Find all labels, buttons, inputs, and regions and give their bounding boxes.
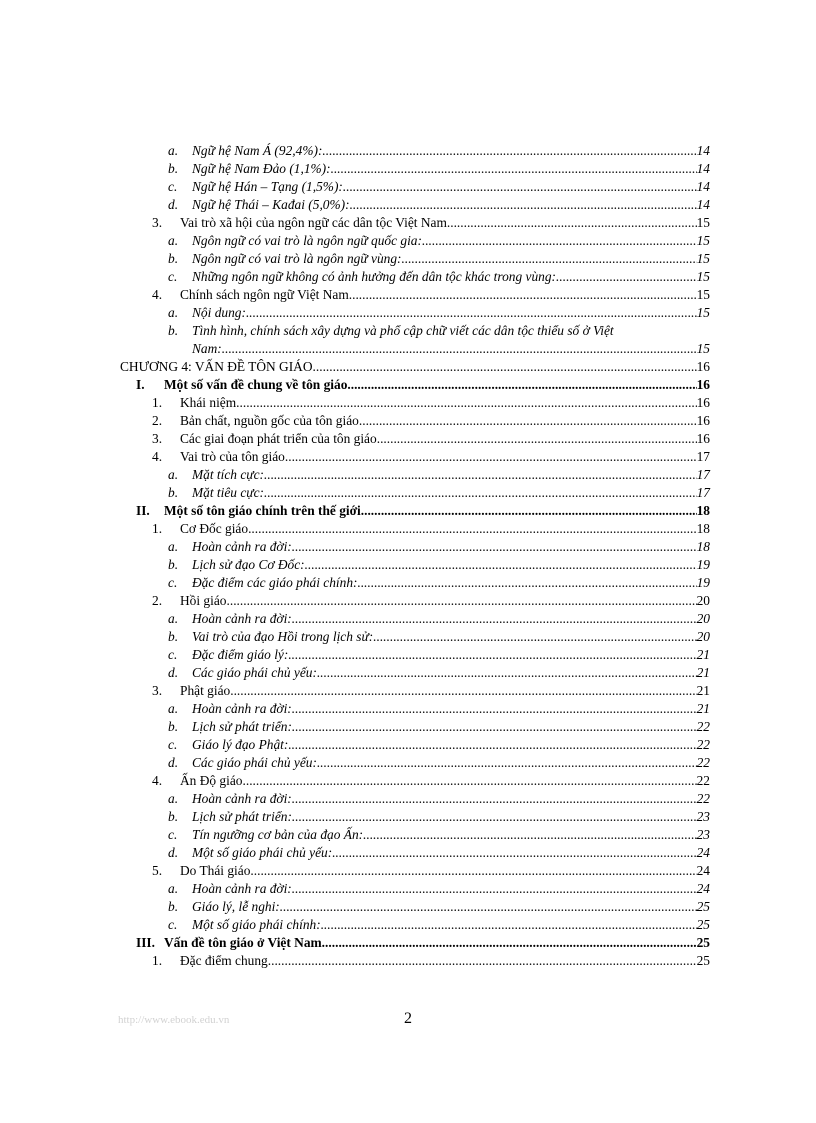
- toc-entry-number: 2.: [152, 413, 163, 428]
- toc-leader-dots: [240, 394, 697, 412]
- toc-entry[interactable]: [120, 736, 710, 754]
- toc-entry-number: 5.: [152, 863, 163, 878]
- toc-entry-number: a.: [168, 881, 179, 896]
- toc-entry-title: Hoàn cảnh ra đời:: [192, 701, 292, 716]
- toc-entry[interactable]: [120, 232, 710, 250]
- toc-entry-page: 15: [696, 215, 710, 230]
- toc-entry-number: b.: [168, 557, 179, 572]
- toc-entry-number: d.: [168, 665, 179, 680]
- toc-leader-dots: [264, 466, 697, 484]
- toc-entry-title: Vấn đề tôn giáo ở Việt Nam.: [164, 935, 326, 950]
- toc-entry[interactable]: [120, 304, 710, 322]
- toc-entry-title: Hoàn cảnh ra đời:: [192, 791, 292, 806]
- toc-entry-title: Giáo lý đạo Phật:: [192, 737, 289, 752]
- toc-entry-title: Giáo lý, lễ nghi:: [192, 899, 280, 914]
- toc-entry[interactable]: [120, 628, 710, 646]
- toc-entry-page: 15: [696, 341, 710, 356]
- toc-leader-dots: [373, 628, 696, 646]
- toc-entry-page: 19: [696, 557, 710, 572]
- toc-entry-title: Hoàn cảnh ra đời:: [192, 881, 292, 896]
- toc-entry-title: Hoàn cảnh ra đời:: [192, 539, 292, 554]
- toc-entry[interactable]: [120, 160, 710, 178]
- toc-entry[interactable]: [120, 610, 710, 628]
- toc-entry-page: 24: [696, 881, 710, 896]
- toc-leader-dots: [288, 736, 696, 754]
- toc-leader-dots: [292, 790, 697, 808]
- toc-entry-number: c.: [168, 269, 178, 284]
- toc-entry-title: Một số vấn đề chung về tôn giáo: [164, 377, 348, 392]
- toc-entry-title: Lịch sử phát triển:: [192, 719, 292, 734]
- toc-entry-title: Ngôn ngữ có vai trò là ngôn ngữ vùng:: [192, 251, 402, 266]
- toc-leader-dots: [230, 592, 697, 610]
- toc-entry-number: a.: [168, 611, 179, 626]
- toc-entry-page: 15: [696, 269, 710, 284]
- toc-entry-page: 22: [696, 773, 710, 788]
- toc-leader-dots: [347, 376, 696, 394]
- toc-entry[interactable]: [120, 268, 710, 286]
- toc-entry-number: 3.: [152, 431, 163, 446]
- toc-entry-number: d.: [168, 755, 179, 770]
- toc-entry-number: c.: [168, 647, 178, 662]
- toc-leader-dots: [305, 556, 697, 574]
- toc-entry-page: 15: [696, 251, 710, 266]
- toc-entry[interactable]: [120, 700, 710, 718]
- toc-entry-page: 23: [696, 827, 710, 842]
- toc-entry[interactable]: [120, 214, 710, 232]
- toc-leader-dots: [251, 520, 696, 538]
- toc-entry-title: Nội dung:: [192, 305, 246, 320]
- toc-entry-title: Tín ngưỡng cơ bản của đạo Ấn:: [192, 827, 364, 842]
- toc-entry[interactable]: [120, 412, 710, 430]
- toc-entry-title: Chính sách ngôn ngữ Việt Nam.: [180, 287, 353, 302]
- toc-entry[interactable]: [120, 592, 710, 610]
- toc-leader-dots: [292, 718, 697, 736]
- toc-entry[interactable]: [120, 646, 710, 664]
- toc-leader-dots: [292, 610, 697, 628]
- toc-entry-number: I.: [136, 377, 145, 392]
- toc-leader-dots: [234, 682, 697, 700]
- toc-entry[interactable]: [120, 196, 710, 214]
- toc-entry-number: b.: [168, 323, 179, 338]
- toc-leader-dots: [402, 250, 697, 268]
- toc-entry-title: Các giáo phái chủ yếu:: [192, 755, 317, 770]
- toc-entry-number: 4.: [152, 449, 163, 464]
- toc-entry-page: 22: [696, 737, 710, 752]
- toc-entry-title: Mặt tích cực:: [192, 467, 264, 482]
- toc-entry-page: 22: [696, 791, 710, 806]
- toc-entry-title: Do Thái giáo.: [180, 863, 254, 878]
- toc-entry-page: 21: [696, 647, 710, 662]
- watermark-url: http://www.ebook.edu.vn: [118, 1014, 230, 1026]
- toc-entry[interactable]: [120, 358, 710, 376]
- toc-entry-number: b.: [168, 719, 179, 734]
- toc-entry-number: a.: [168, 467, 179, 482]
- toc-entry[interactable]: [120, 250, 710, 268]
- toc-leader-dots: [321, 916, 697, 934]
- toc-entry-page: 20: [696, 593, 710, 608]
- toc-entry-page: 16: [696, 431, 710, 446]
- toc-entry-page: 14: [696, 143, 710, 158]
- toc-entry-number: c.: [168, 917, 178, 932]
- toc-entry-title: Cơ Đốc giáo.: [180, 521, 252, 536]
- toc-entry-page: 15: [696, 287, 710, 302]
- toc-entry[interactable]: [120, 286, 710, 304]
- toc-entry-page: 20: [696, 629, 710, 644]
- toc-entry-page: 14: [696, 161, 710, 176]
- toc-entry-page: 18: [696, 539, 710, 554]
- toc-leader-dots: [246, 772, 697, 790]
- toc-entry[interactable]: [120, 790, 710, 808]
- toc-entry-title: Mặt tiêu cực:: [192, 485, 264, 500]
- toc-entry-number: b.: [168, 485, 179, 500]
- toc-entry-page: 17: [696, 467, 710, 482]
- toc-entry-page: 21: [696, 665, 710, 680]
- toc-leader-dots: [422, 232, 697, 250]
- toc-entry-number: 3.: [152, 215, 163, 230]
- toc-entry-page: 16: [696, 413, 710, 428]
- toc-entry[interactable]: [120, 808, 710, 826]
- toc-entry-title: Ngữ hệ Hán – Tạng (1,5%):: [192, 179, 343, 194]
- toc-entry-page: 15: [696, 233, 710, 248]
- toc-entry[interactable]: [120, 520, 710, 538]
- toc-entry-page: 24: [696, 845, 710, 860]
- toc-entry-title: Bản chất, nguồn gốc của tôn giáo.: [180, 413, 363, 428]
- toc-leader-dots: [362, 412, 696, 430]
- toc-entry-number: III.: [136, 935, 155, 950]
- toc-entry-number: 4.: [152, 287, 163, 302]
- toc-leader-dots: [292, 808, 697, 826]
- toc-entry[interactable]: [120, 484, 710, 502]
- toc-leader-dots: [292, 880, 697, 898]
- toc-leader-dots: [350, 196, 697, 214]
- toc-entry-page: 16: [696, 377, 710, 392]
- toc-entry-number: a.: [168, 143, 179, 158]
- chapter-title: CHƯƠNG 4: VẤN ĐỀ TÔN GIÁO: [120, 359, 313, 374]
- toc-leader-dots: [254, 862, 697, 880]
- toc-entry-title: Lịch sử phát triển:: [192, 809, 292, 824]
- toc-entry[interactable]: [120, 556, 710, 574]
- toc-entry-page: 17: [696, 449, 710, 464]
- toc-entry-title: Một số giáo phái chủ yếu:: [192, 845, 333, 860]
- toc-entry-number: 1.: [152, 953, 163, 968]
- toc-leader-dots: [264, 484, 697, 502]
- toc-entry-page: 14: [696, 179, 710, 194]
- toc-leader-dots: [288, 448, 696, 466]
- toc-entry-title: Đặc điểm chung.: [180, 953, 272, 968]
- toc-entry-number: c.: [168, 179, 178, 194]
- toc-entry[interactable]: [120, 898, 710, 916]
- toc-entry-title: Đặc điểm giáo lý:: [192, 647, 289, 662]
- toc-entry-page: 17: [696, 485, 710, 500]
- toc-leader-dots: [317, 754, 697, 772]
- toc-leader-dots: [332, 844, 696, 862]
- toc-leader-dots: [331, 160, 697, 178]
- toc-entry[interactable]: [120, 952, 710, 970]
- toc-entry-title: Một số tôn giáo chính trên thế giới.: [164, 503, 365, 518]
- toc-leader-dots: [292, 538, 697, 556]
- toc-entry-page: 15: [696, 305, 710, 320]
- toc-entry-title: Tình hình, chính sách xây dựng và phổ cập chữ viết các dân tộc thiểu số ở Việt: [192, 323, 614, 338]
- toc-entry-title: Ấn Độ giáo.: [180, 773, 246, 788]
- toc-entry-number: 1.: [152, 395, 163, 410]
- toc-entry-page: 25: [696, 953, 710, 968]
- toc-entry-page: 21: [696, 701, 710, 716]
- toc-entry-page: 18: [696, 521, 710, 536]
- toc-entry-page: 25: [696, 917, 710, 932]
- toc-entry-number: b.: [168, 161, 179, 176]
- toc-entry-number: 3.: [152, 683, 163, 698]
- toc-leader-dots: [271, 952, 697, 970]
- toc-entry[interactable]: [120, 178, 710, 196]
- toc-entry-page: 18: [696, 503, 710, 518]
- toc-entry[interactable]: [120, 682, 710, 700]
- toc-leader-dots: [322, 142, 696, 160]
- toc-entry-title: Ngôn ngữ có vai trò là ngôn ngữ quốc gia:: [192, 233, 422, 248]
- toc-entry-number: d.: [168, 845, 179, 860]
- toc-entry[interactable]: [120, 754, 710, 772]
- toc-entry[interactable]: [120, 376, 710, 394]
- toc-entry-number: c.: [168, 827, 178, 842]
- toc-leader-dots: [246, 304, 697, 322]
- toc-entry-number: 2.: [152, 593, 163, 608]
- toc-entry-number: b.: [168, 629, 179, 644]
- toc-entry-page: 24: [696, 863, 710, 878]
- toc-entry-title: Ngữ hệ Nam Á (92,4%):: [192, 143, 323, 158]
- toc-entry-title: Ngữ hệ Thái – Kađai (5,0%):: [192, 197, 350, 212]
- toc-entry-number: II.: [136, 503, 150, 518]
- toc-entry-number: d.: [168, 197, 179, 212]
- toc-leader-dots: [222, 340, 697, 358]
- toc-entry-title: Đặc điểm các giáo phái chính:: [192, 575, 358, 590]
- toc-entry[interactable]: [120, 430, 710, 448]
- toc-entry-page: 21: [696, 683, 710, 698]
- page-number: 2: [404, 1010, 412, 1027]
- toc-entry-title: Ngữ hệ Nam Đảo (1,1%):: [192, 161, 331, 176]
- toc-entry-number: a.: [168, 305, 179, 320]
- toc-entry-number: b.: [168, 809, 179, 824]
- toc-leader-dots: [292, 700, 697, 718]
- toc-entry-page: 20: [696, 611, 710, 626]
- toc-entry[interactable]: [120, 718, 710, 736]
- toc-entry-title: Các giáo phái chủ yếu:: [192, 665, 317, 680]
- toc-entry-title: Các giai đoạn phát triển của tôn giáo.: [180, 431, 381, 446]
- toc-leader-dots: [317, 664, 697, 682]
- toc-leader-dots: [343, 178, 697, 196]
- toc-entry-number: c.: [168, 575, 178, 590]
- toc-entry-title: Phật giáo.: [180, 683, 234, 698]
- toc-entry-title: Hồi giáo.: [180, 593, 230, 608]
- toc-leader-dots: [325, 934, 697, 952]
- toc-leader-dots: [280, 898, 697, 916]
- toc-entry-page: 14: [696, 197, 710, 212]
- table-of-contents: [120, 142, 710, 970]
- toc-entry-page: 25: [696, 899, 710, 914]
- toc-entry-number: b.: [168, 251, 179, 266]
- toc-entry[interactable]: [120, 826, 710, 844]
- toc-entry-title: Vai trò xã hội của ngôn ngữ các dân tộc Việt Nam.: [180, 215, 451, 230]
- toc-entry-title-continued: Nam:: [192, 341, 222, 356]
- toc-entry-number: a.: [168, 233, 179, 248]
- toc-entry-page: 22: [696, 719, 710, 734]
- toc-leader-dots: [450, 214, 696, 232]
- toc-entry[interactable]: [120, 466, 710, 484]
- toc-leader-dots: [288, 646, 696, 664]
- toc-leader-dots: [364, 502, 697, 520]
- toc-entry-title: Lịch sử đạo Cơ Đốc:: [192, 557, 305, 572]
- toc-entry-title: Hoàn cảnh ra đời:: [192, 611, 292, 626]
- toc-leader-dots: [380, 430, 697, 448]
- toc-entry[interactable]: [120, 142, 710, 160]
- toc-entry-title: Một số giáo phái chính:: [192, 917, 321, 932]
- toc-entry[interactable]: [120, 502, 710, 520]
- toc-entry[interactable]: [120, 772, 710, 790]
- toc-entry[interactable]: [120, 916, 710, 934]
- toc-entry[interactable]: [120, 664, 710, 682]
- toc-entry-title: Khái niệm.: [180, 395, 240, 410]
- toc-leader-dots: [352, 286, 697, 304]
- toc-leader-dots: [363, 826, 696, 844]
- toc-entry[interactable]: [120, 322, 710, 358]
- toc-entry[interactable]: [120, 934, 710, 952]
- toc-entry[interactable]: [120, 574, 710, 592]
- toc-entry[interactable]: [120, 538, 710, 556]
- toc-leader-dots: [556, 268, 697, 286]
- toc-entry-number: b.: [168, 899, 179, 914]
- toc-entry-page: 22: [696, 755, 710, 770]
- toc-entry-title: Vai trò của tôn giáo.: [180, 449, 289, 464]
- toc-entry-page: 19: [696, 575, 710, 590]
- toc-entry-page: 23: [696, 809, 710, 824]
- toc-entry-page: 25: [696, 935, 710, 950]
- toc-entry-title: Vai trò của đạo Hồi trong lịch sử:: [192, 629, 374, 644]
- toc-entry-number: c.: [168, 737, 178, 752]
- toc-entry[interactable]: [120, 448, 710, 466]
- toc-entry[interactable]: [120, 862, 710, 880]
- toc-entry[interactable]: [120, 880, 710, 898]
- toc-entry-page: 16: [696, 359, 710, 374]
- toc-entry-title: Những ngôn ngữ không có ảnh hưởng đến dân tộc khác trong vùng:: [192, 269, 557, 284]
- toc-entry-number: a.: [168, 701, 179, 716]
- toc-entry-page: 16: [696, 395, 710, 410]
- toc-entry[interactable]: [120, 394, 710, 412]
- toc-entry-number: a.: [168, 791, 179, 806]
- toc-leader-dots: [357, 574, 696, 592]
- toc-entry-number: 1.: [152, 521, 163, 536]
- toc-leader-dots: [313, 358, 697, 376]
- toc-entry-number: 4.: [152, 773, 163, 788]
- toc-entry-number: a.: [168, 539, 179, 554]
- toc-entry[interactable]: [120, 844, 710, 862]
